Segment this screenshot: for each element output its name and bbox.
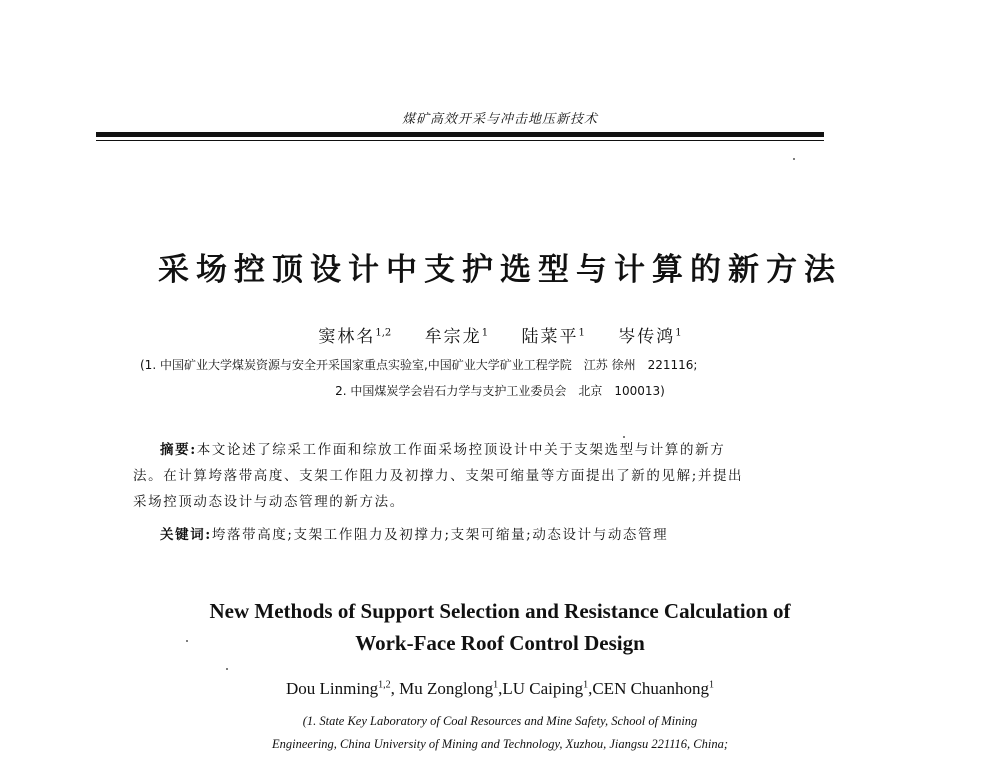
chinese-keywords [160,523,860,543]
english-authors: Dou Linming$^{1,2}$, Mu Zonglong$^1$,LU Caiping$^1$,CEN Chuanhong$^1$ [286,679,714,698]
english-affiliation-line-2: Engineering, China University of Mining and Technology, Xuzhou, Jiangsu 221116, China; [272,737,728,751]
chinese-affiliation-line-1: (1. 中国矿业大学煤炭资源与安全开采国家重点实验室,中国矿业大学矿业工程学院 江苏 徐州 221116; [140,358,698,372]
keywords-label: 关键词: [160,527,212,543]
english-affiliation [0,710,1000,756]
running-header: 煤矿高效开采与冲击地压新技术 [401,112,598,127]
keywords-text: 垮落带高度;支架工作阻力及初撑力;支架可缩量;动态设计与动态管理 [211,527,669,543]
scan-speck [186,640,188,642]
chinese-title: 采场控顶设计中支护选型与计算的新方法 [158,252,842,288]
chinese-authors [0,322,1000,347]
author-en-4: CEN Chuanhong$^1$ [592,679,714,698]
english-title-line-1: New Methods of Support Selection and Resistance Calculation of [209,599,791,623]
author-cn-3: 陆菜平$^1$ [521,327,585,347]
abstract-line-1: 摘要:本文论述了综采工作面和综放工作面采场控顶设计中关于支架选型与计算的新方 [160,442,726,458]
abstract-label: 摘要: [160,442,197,458]
chinese-abstract [133,437,861,515]
abstract-line-3: 采场控顶动态设计与动态管理的新方法。 [133,494,405,510]
author-cn-4: 岑传鸿$^1$ [618,327,682,347]
english-title-line-2: Work-Face Roof Control Design [355,631,645,655]
author-en-1: Dou Linming$^{1,2}$ [286,679,391,698]
chinese-affiliation-line-2: 2. 中国煤炭学会岩石力学与支护工业委员会 北京 100013) [335,384,665,398]
author-cn-2: 牟宗龙$^1$ [424,327,489,347]
author-en-2: Mu Zonglong$^1$ [399,679,499,698]
scan-speck [793,158,795,160]
english-affiliation-line-1: (1. State Key Laboratory of Coal Resources and Mine Safety, School of Mining [302,714,698,728]
author-en-3: LU Caiping$^1$ [502,679,589,698]
author-cn-1: 窦林名$^{1,2}$ [318,327,392,347]
abstract-line-2: 法。在计算垮落带高度、支架工作阻力及初撑力、支架可缩量等方面提出了新的见解;并提出 [133,468,744,484]
header-rule-thick [96,132,824,137]
english-title [0,595,1000,659]
scan-speck [226,668,228,670]
scan-speck [623,436,625,438]
header-rule-thin [96,140,824,141]
